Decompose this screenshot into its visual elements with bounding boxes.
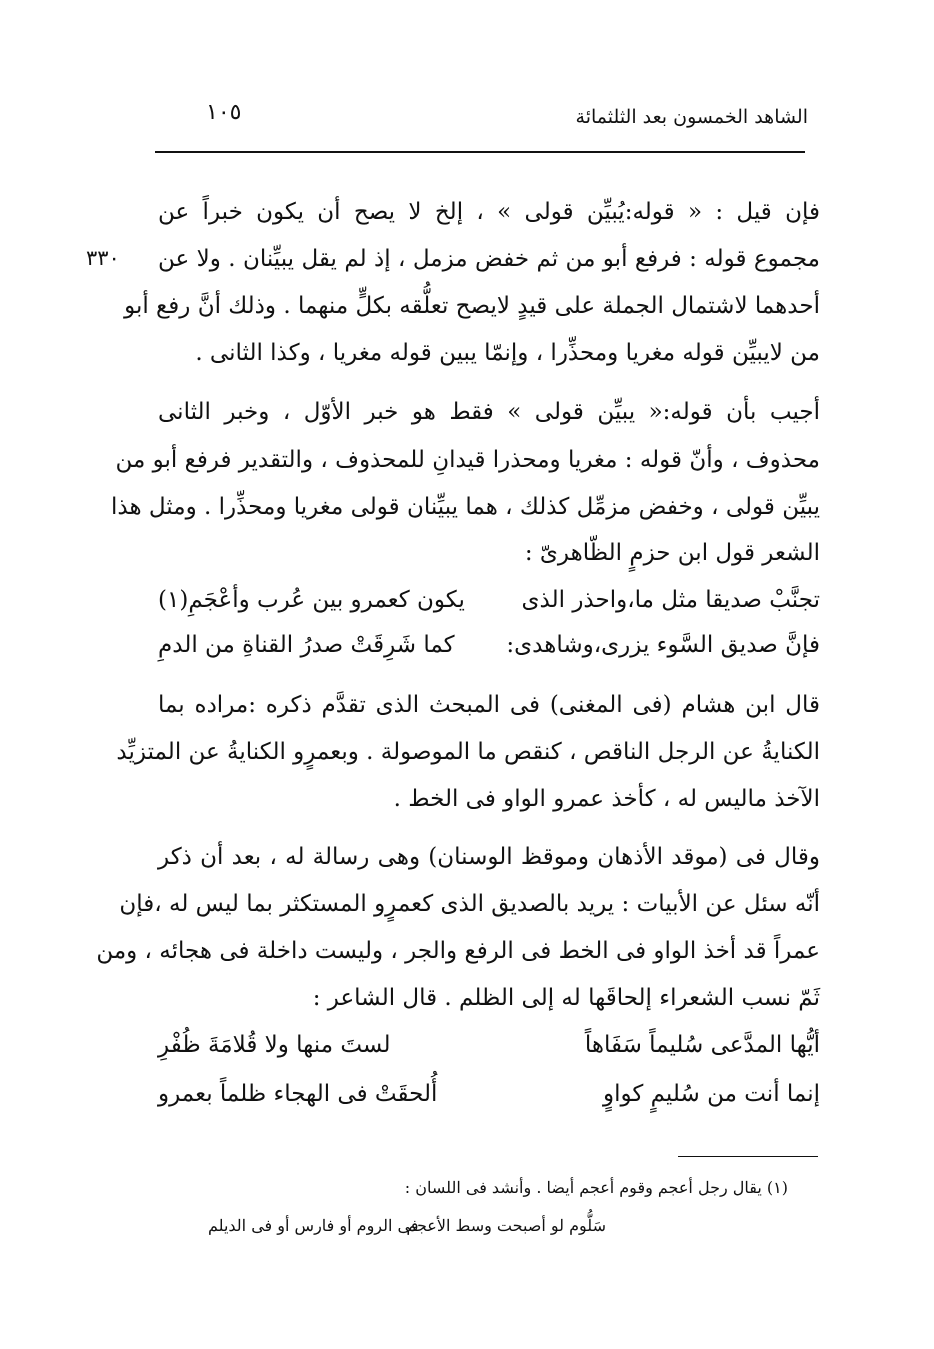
text-line: مجموع قوله : فرفع أبو من ثم خفض مزمل ، إذ لم يقل يبيِّنان . ولا عن (158, 246, 820, 272)
margin-number: ٣٣٠ (86, 246, 120, 270)
text-line: يبيِّن قولى ، وخفض مزمِّل كذلك ، هما يبيِّنان قولى مغريا ومحذِّرا . ومثل هذا (110, 494, 820, 520)
footnote-verse-hemistich-1: سَلُّوم لو أصبحت وسط الأعجم (406, 1216, 606, 1235)
running-header: الشاهد الخمسون بعد الثلثمائة (575, 106, 808, 128)
verse-hemistich-2: يكون كعمرو بين عُرب وأعْجَمِ(١) (158, 587, 465, 613)
text-line: الشعر قول ابن حزمٍ الظّاهرىّ : (524, 540, 820, 566)
verse-hemistich-1: أيُّها المدَّعى سُليماً سَفَاهاً (584, 1032, 820, 1058)
text-line: قال ابن هشام (فى المغنى) فى المبحث الذى تقدَّم ذكره :مراده بما (158, 692, 820, 718)
text-line: الكنايةُ عن الرجل الناقص ، كنقص ما الموصولة . وبعمرٍو الكنايةُ عن المتزيِّد (116, 739, 820, 765)
verse-hemistich-2: كما شَرِقَتْ صدرُ القناةِ من الدمِ (158, 632, 455, 658)
text-line: ثَمّ نسب الشعراء إلحاقَها له إلى الظلم . قال الشاعر : (312, 985, 820, 1011)
verse-line (158, 622, 820, 668)
verse-hemistich-1: تجنَّبْ صديقا مثل ما،واحذر الذى (521, 587, 820, 613)
text-line: محذوف ، وأنّ قوله : مغريا ومحذرا قيدانِ للمحذوف ، والتقدير فرفع أبو من (115, 447, 820, 473)
footnote-rule (678, 1156, 818, 1157)
header-rule (155, 151, 805, 153)
footnote-text: (١) يقال رجل أعجم وقوم أعجم أيضا . وأنشد فى اللسان : (404, 1178, 788, 1197)
text-line: من لايبيِّن قوله مغريا ومحذِّرا ، وإنمّا يبين قوله مغريا ، وكذا الثانى . (195, 340, 820, 366)
verse-hemistich-2: لستَ منها ولا قُلامَةَ ظُفْرِ (158, 1032, 391, 1058)
verse-line (158, 1022, 820, 1068)
text-line: وقال فى (موقد الأذهان وموقظ الوسنان) وهى رسالة له ، بعد أن ذكر (158, 844, 820, 870)
text-line: أجيب بأن قوله:« يبيِّن قولى » فقط هو خبر الأوّل ، وخبر الثانى (158, 399, 820, 425)
verse-hemistich-1: إنما أنت من سُليمٍ كواوٍ (602, 1081, 820, 1107)
verse-hemistich-1: فإنَّ صديق السَّوء يزرى،وشاهدى: (506, 632, 820, 658)
text-line: أحدهما لاشتمال الجملة على قيدٍ لايصح تعلُّقه بكلٍّ منهما . وذلك أنَّ رفع أبو (124, 293, 820, 319)
text-line: الآخذ ماليس له ، كأخذ عمرو الواو فى الخط . (393, 786, 820, 812)
verse-line (158, 577, 820, 623)
footnote-verse-hemistich-2: فى الروم أو فارس أو فى الديلم (208, 1216, 419, 1235)
text-line: فإن قيل : « قوله:يُبيِّن قولى » ، إلخ لا يصح أن يكون خبراً عن (158, 199, 820, 225)
page-number: ١٠٥ (206, 100, 242, 125)
verse-hemistich-2: أُلحقَتْ فى الهجاء ظلماً بعمرو (158, 1081, 438, 1107)
text-line: أنّه سئل عن الأبيات : يريد بالصديق الذى كعمرٍو المستكثر بما ليس له ،فإن (119, 891, 820, 917)
text-line: عمراً قد أخذ الواو فى الخط فى الرفع والجر ، وليست داخلة فى هجائه ، ومن (96, 938, 820, 964)
verse-line (158, 1071, 820, 1117)
